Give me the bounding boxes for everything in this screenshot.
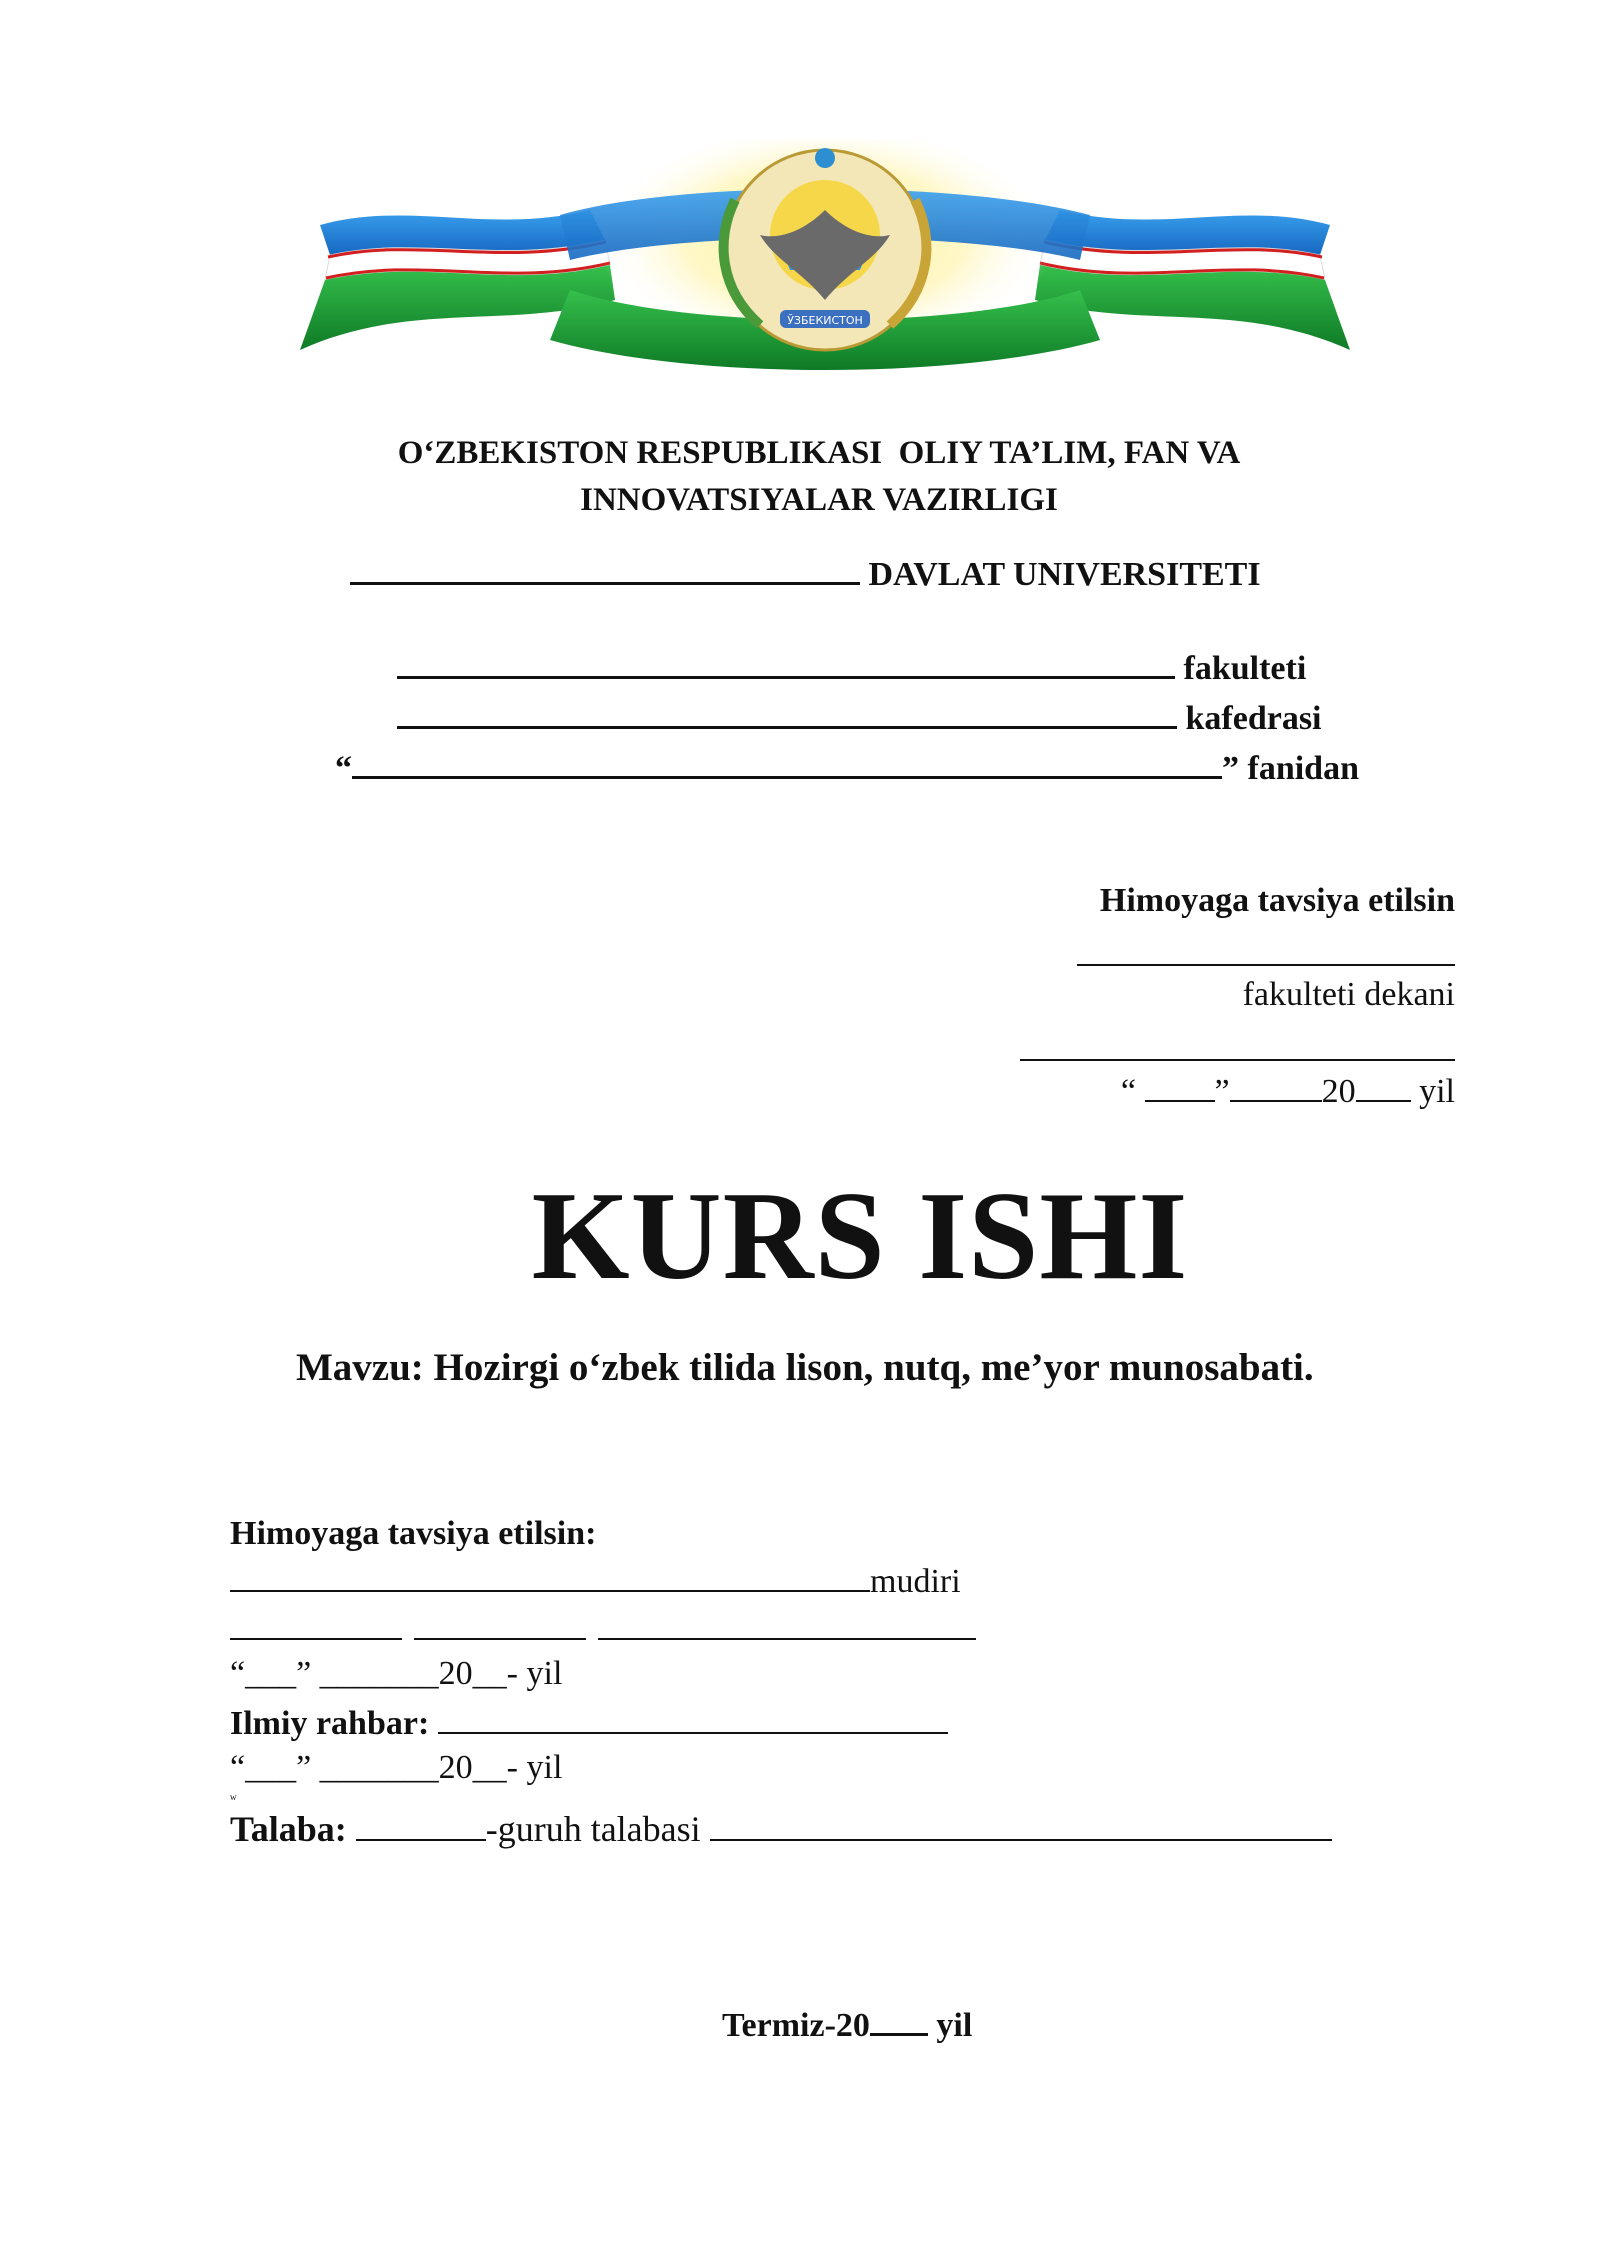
- signature-blank-2: [414, 1608, 586, 1640]
- supervisor-line: [230, 1702, 948, 1743]
- signature-blank-3: [598, 1608, 976, 1640]
- faculty-line: [397, 642, 1306, 688]
- date-close-quote: ”: [1214, 1073, 1230, 1110]
- approval-date-1: “___” _______20__- yil: [230, 1655, 563, 1692]
- student-name-blank: [710, 1809, 1332, 1841]
- subject-suffix: ” fanidan: [1222, 750, 1359, 787]
- approval-date-2: “___” _______20__- yil: [230, 1749, 563, 1786]
- date-year-prefix: 20: [1321, 1073, 1356, 1110]
- topic-line: Mavzu: Hozirgi o‘zbek tilida lison, nutq, me’yor munosabati.: [296, 1346, 1314, 1389]
- subject-line: [335, 742, 1359, 788]
- ministry-line-2: INNOVATSIYALAR VAZIRLIGI: [580, 482, 1058, 518]
- document-title: KURS ISHI: [531, 1167, 1189, 1306]
- head-label: mudiri: [870, 1563, 961, 1600]
- head-of-department-line: [230, 1560, 961, 1601]
- date-day-blank: [1145, 1070, 1215, 1102]
- supervisor-label: Ilmiy rahbar:: [230, 1705, 430, 1742]
- ministry-line-1: O‘ZBEKISTON RESPUBLIKASI OLIY TA’LIM, FAN VA: [397, 435, 1241, 471]
- department-blank: [397, 692, 1177, 729]
- date-month-blank: [1230, 1070, 1322, 1102]
- university-suffix: DAVLAT UNIVERSITETI: [868, 556, 1261, 593]
- ministry-name: [0, 430, 1600, 524]
- approval-bottom-heading: Himoyaga tavsiya etilsin:: [230, 1515, 597, 1552]
- department-line: [397, 692, 1322, 738]
- signature-blank-1: [230, 1608, 402, 1640]
- faculty-suffix: fakulteti: [1183, 650, 1307, 687]
- supervisor-blank: [438, 1702, 948, 1734]
- dean-label: fakulteti dekani: [1242, 976, 1455, 1013]
- approval-top-heading: Himoyaga tavsiya etilsin: [1099, 882, 1455, 919]
- subject-blank: [352, 742, 1222, 779]
- date-year-suffix: yil: [1419, 1073, 1455, 1110]
- approval-top-date: [1121, 1070, 1455, 1111]
- dean-signature-blank: [1020, 1025, 1455, 1061]
- svg-text:ЎЗБЕКИСТОН: ЎЗБЕКИСТОН: [787, 314, 863, 327]
- city-year-line: [722, 2005, 972, 2045]
- date-open-quote: “: [1120, 1073, 1136, 1110]
- date-year-blank: [1356, 1070, 1411, 1102]
- city-year-prefix: Termiz-20: [722, 2007, 870, 2044]
- group-blank: [356, 1809, 486, 1841]
- state-emblem-banner: [260, 140, 1390, 370]
- city-year-suffix: yil: [936, 2007, 973, 2044]
- subject-open-quote: “: [335, 750, 352, 787]
- tiny-mark: w: [230, 1792, 237, 1802]
- department-suffix: kafedrasi: [1185, 700, 1322, 737]
- flag-emblem-image: [260, 140, 1390, 370]
- signature-blanks-line: [230, 1608, 976, 1645]
- dean-faculty-blank: [1077, 930, 1455, 966]
- student-label: Talaba:: [230, 1809, 347, 1849]
- student-line: [230, 1808, 1332, 1850]
- university-line: [350, 548, 1261, 594]
- head-blank: [230, 1560, 870, 1592]
- group-label: -guruh talabasi: [485, 1809, 701, 1849]
- faculty-blank: [397, 642, 1175, 679]
- university-blank: [350, 548, 860, 585]
- year-blank: [870, 2005, 928, 2036]
